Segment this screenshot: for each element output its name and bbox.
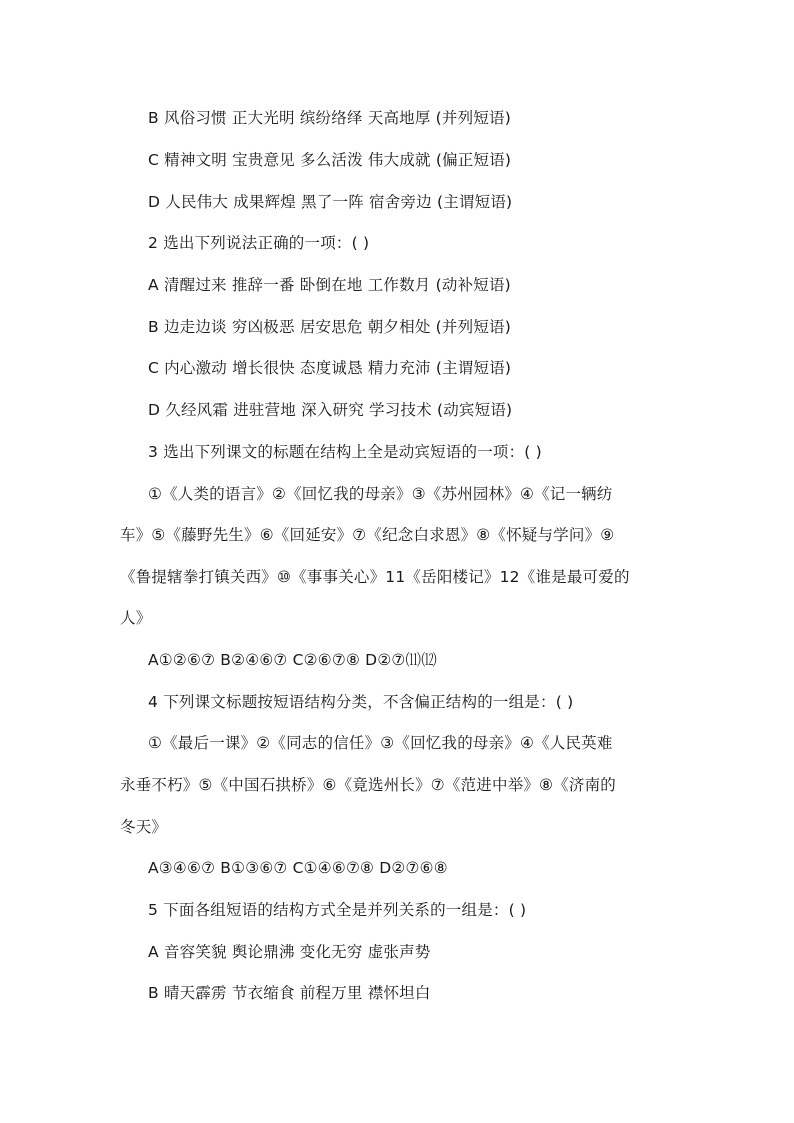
q4-titles-line-2: 永垂不朽》⑤《中国石拱桥》⑥《竟选州长》⑦《范进中举》⑧《济南的 (120, 776, 616, 794)
q4-titles-line-1: ①《最后一课》②《同志的信任》③《回忆我的母亲》④《人民英难 (148, 734, 613, 752)
option-d-line: D 人民伟大 成果辉煌 黑了一阵 宿舍旁边 (主谓短语) (148, 193, 513, 211)
question-2: 2 选出下列说法正确的一项：( ) (148, 234, 370, 252)
q4-answers: A③④⑥⑦ B①③⑥⑦ C①④⑥⑦⑧ D②⑦⑥⑧ (148, 859, 448, 877)
q3-titles-line-4: 人》 (120, 609, 152, 627)
q3-titles-line-3: 《鲁提辖拳打镇关西》⑩《事事关心》11《岳阳楼记》12《谁是最可爱的 (120, 568, 630, 586)
q2-option-c: C 内心激动 增长很快 态度诚恳 精力充沛 (主谓短语) (148, 359, 512, 377)
q3-answers: A①②⑥⑦ B②④⑥⑦ C②⑥⑦⑧ D②⑦⑾⑿ (148, 651, 437, 669)
q2-option-d: D 久经风霜 进驻营地 深入研究 学习技术 (动宾短语) (148, 401, 513, 419)
q5-option-a: A 音容笑貌 舆论鼎沸 变化无穷 虚张声势 (148, 943, 431, 961)
q4-titles-line-3: 冬天》 (120, 818, 168, 836)
question-5: 5 下面各组短语的结构方式全是并列关系的一组是：( ) (148, 901, 527, 919)
question-3: 3 选出下列课文的标题在结构上全是动宾短语的一项：( ) (148, 443, 542, 461)
option-b-line: B 风俗习惯 正大光明 缤纷络绎 天高地厚 (并列短语) (148, 109, 511, 127)
q3-titles-line-1: ①《人类的语言》②《回忆我的母亲》③《苏州园林》④《记一辆纺 (148, 485, 613, 503)
q5-option-b: B 晴天霹雳 节衣缩食 前程万里 襟怀坦白 (148, 984, 431, 1002)
q3-titles-line-2: 车》⑤《藤野先生》⑥《回延安》⑦《纪念白求恩》⑧《怀疑与学问》⑨ (120, 526, 615, 544)
question-4: 4 下列课文标题按短语结构分类，不含偏正结构的一组是：( ) (148, 693, 574, 711)
q2-option-b: B 边走边谈 穷凶极恶 居安思危 朝夕相处 (并列短语) (148, 318, 511, 336)
q2-option-a: A 清醒过来 推辞一番 卧倒在地 工作数月 (动补短语) (148, 276, 511, 294)
option-c-line: C 精神文明 宝贵意见 多么活泼 伟大成就 (偏正短语) (148, 151, 512, 169)
